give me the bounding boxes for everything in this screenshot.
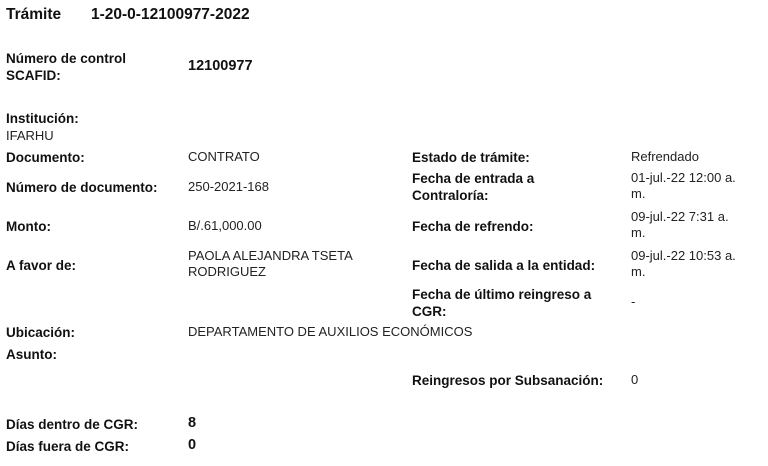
ubicacion-label: Ubicación: [6,325,76,340]
a-favor-value-line1: PAOLA ALEJANDRA TSETA [188,248,353,263]
fecha-reingreso-label-line1: Fecha de último reingreso a [412,287,592,302]
monto-label: Monto: [6,219,51,234]
numero-documento-value: 250-2021-168 [188,179,269,194]
fecha-entrada-value-line1: 01-jul.-22 12:00 a. [631,170,736,185]
reingresos-value: 0 [631,372,639,387]
fecha-salida-value-line2: m. [631,264,646,279]
fecha-entrada-value [631,170,736,202]
a-favor-value-line2: RODRIGUEZ [188,264,266,279]
fecha-entrada-label [412,170,534,204]
institucion-label: Institución: [6,111,79,126]
dias-dentro-value: 8 [188,415,197,431]
fecha-salida-label: Fecha de salida a la entidad: [412,258,596,273]
institucion-value: IFARHU [6,128,54,143]
fecha-reingreso-value: - [631,294,636,309]
numero-documento-label: Número de documento: [6,180,158,195]
fecha-refrendo-value-line2: m. [631,225,646,240]
control-label-line2: SCAFID: [6,68,61,83]
dias-fuera-value: 0 [188,437,197,453]
documento-value: CONTRATO [188,149,260,164]
fecha-salida-value-line1: 09-jul.-22 10:53 a. [631,248,736,263]
dias-fuera-label: Días fuera de CGR: [6,439,130,454]
fecha-salida-value [631,248,736,280]
fecha-refrendo-value [631,209,729,241]
a-favor-label: A favor de: [6,258,77,273]
fecha-reingreso-label [412,286,591,320]
ubicacion-value: DEPARTAMENTO DE AUXILIOS ECONÓMICOS [188,324,473,339]
estado-value: Refrendado [631,149,699,164]
fecha-entrada-label-line1: Fecha de entrada a [412,171,535,186]
reingresos-label: Reingresos por Subsanación: [412,373,604,388]
fecha-entrada-label-line2: Contraloría: [412,188,489,203]
fecha-refrendo-value-line1: 09-jul.-22 7:31 a. [631,209,729,224]
tramite-number: 1-20-0-12100977-2022 [91,6,250,23]
tramite-label: Trámite [6,6,62,23]
estado-label: Estado de trámite: [412,150,530,165]
a-favor-value [188,248,353,280]
dias-dentro-label: Días dentro de CGR: [6,417,139,432]
fecha-entrada-value-line2: m. [631,186,646,201]
monto-value: B/.61,000.00 [188,218,262,233]
control-label-line1: Número de control [6,51,127,66]
control-value: 12100977 [188,58,253,74]
documento-label: Documento: [6,150,85,165]
fecha-reingreso-label-line2: CGR: [412,304,447,319]
control-label [6,50,126,84]
asunto-label: Asunto: [6,347,57,362]
fecha-refrendo-label: Fecha de refrendo: [412,219,534,234]
